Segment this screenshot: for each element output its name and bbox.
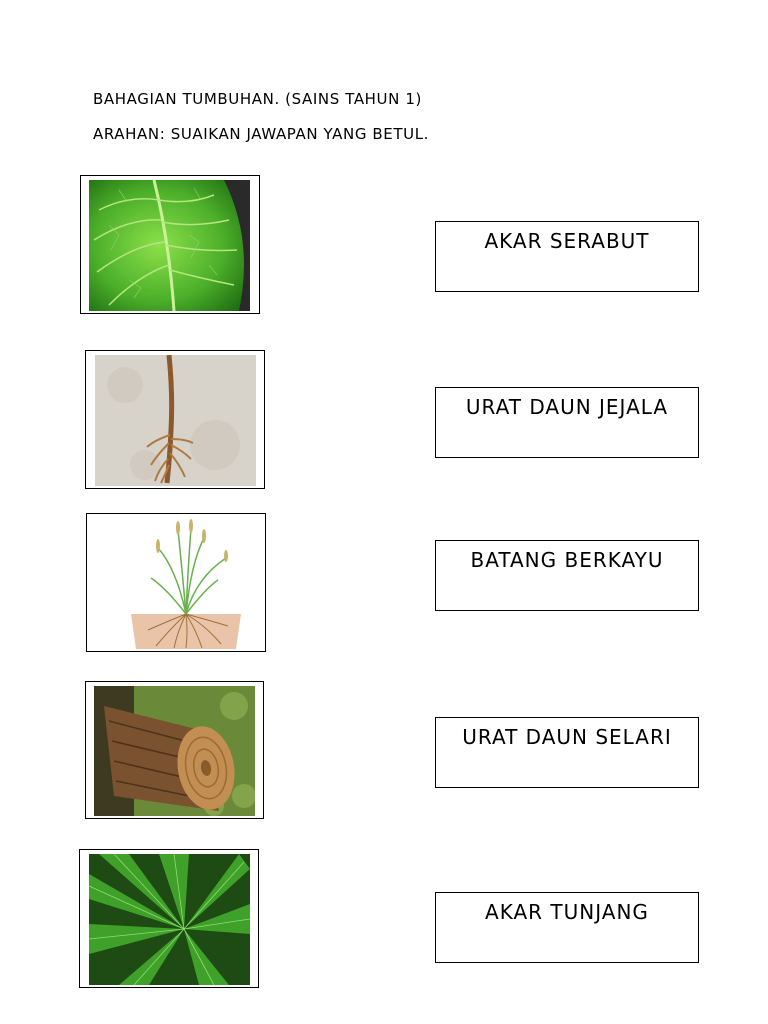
answer-label: AKAR SERABUT — [484, 229, 650, 253]
leaf-picture — [89, 180, 250, 311]
answer-box-akar-serabut[interactable] — [435, 221, 699, 292]
worksheet-instruction: ARAHAN: SUAIKAN JAWAPAN YANG BETUL. — [93, 125, 430, 143]
taproot-photo[interactable] — [85, 350, 265, 489]
worksheet-title: BAHAGIAN TUMBUHAN. (SAINS TAHUN 1) — [93, 90, 422, 108]
answer-label: URAT DAUN JEJALA — [465, 395, 669, 419]
answer-box-urat-daun-selari[interactable] — [435, 717, 699, 788]
woody-stem-log-photo[interactable] — [85, 681, 264, 819]
answer-box-akar-tunjang[interactable] — [435, 892, 699, 963]
log-picture — [94, 686, 255, 816]
answer-label: AKAR TUNJANG — [485, 900, 649, 924]
answer-box-batang-berkayu[interactable] — [435, 540, 699, 611]
palm-leaf-parallel-veins-photo[interactable] — [79, 849, 259, 988]
leaf-net-veins-photo[interactable] — [80, 175, 260, 314]
answer-label: URAT DAUN SELARI — [462, 725, 672, 749]
palm-leaf-picture — [89, 854, 250, 985]
answer-label: BATANG BERKAYU — [470, 548, 664, 572]
answer-box-urat-daun-jejala[interactable] — [435, 387, 699, 458]
grass-picture — [96, 518, 257, 649]
taproot-picture — [95, 355, 256, 486]
fibrous-root-grass-illustration[interactable] — [86, 513, 266, 652]
